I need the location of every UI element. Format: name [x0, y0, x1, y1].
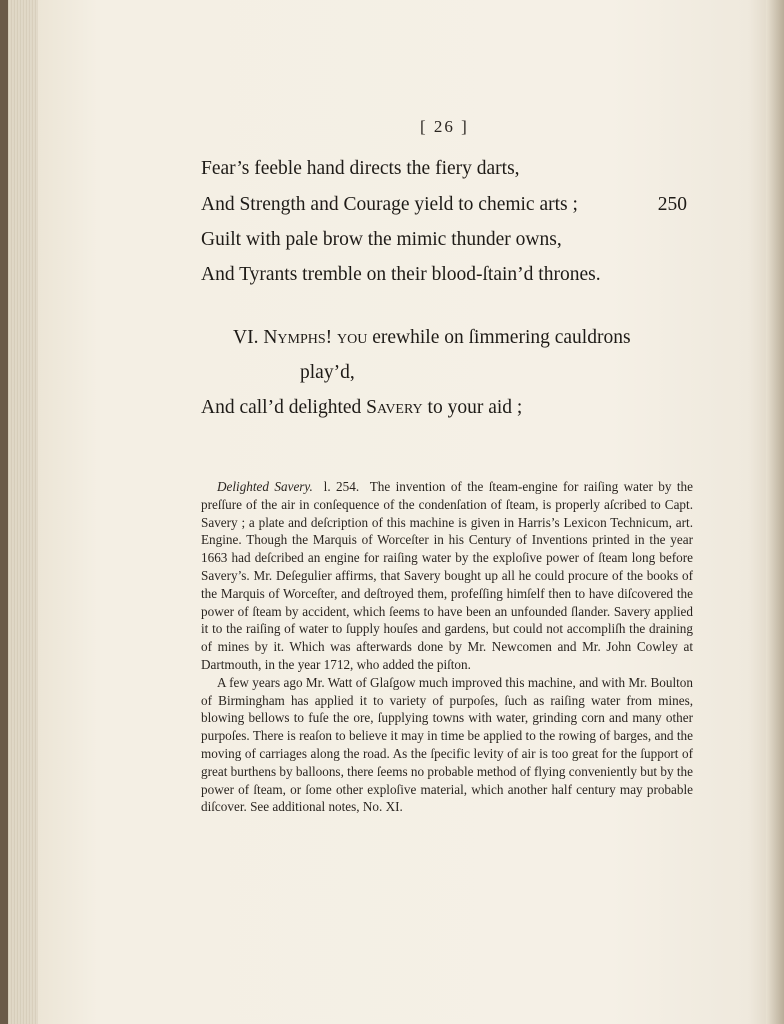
verse-text: And Strength and Courage yield to chemic arts ;: [201, 194, 578, 215]
stanza-line-2: [300, 362, 784, 384]
nymphs-word: Nymphs!: [263, 327, 333, 348]
note-ref: l. 254.: [323, 479, 360, 494]
note-paragraph-1: [201, 478, 693, 674]
verse-text: Fear’s feeble hand directs the fiery darts,: [201, 158, 520, 179]
stanza-line-3-start: And call’d delighted: [201, 397, 362, 418]
verse-text: And Tyrants tremble on their blood-ſtain’d thrones.: [201, 264, 601, 285]
line-number: 250: [657, 194, 687, 215]
stanza-line-3: [201, 397, 691, 419]
note-text-1: The invention of the ſteam-engine for raiſing water by the preſſure of the air in conſequence of the condenſation of ſteam, is properly aſcribed to Capt. Savery ; a plate and deſcription of this machine is given in Harris’s Lexicon Technicum, art. Engine. Though the Marquis of Worceſter in his Century of Inventions printed in the year 1663 had deſcribed an engine for raiſing water by the exploſive power of ſteam long before Savery’s. Mr. Deſegulier affirms, that Savery bought up all he could procure of the books of the Marquis of Worceſter, and deſtroyed them, profeſſing himſelf then to have diſcovered the power of ſteam by accident, which ſeems to have been an unfounded ſlander. Savery applied it to the raiſing of water to ſupply houſes and gardens, but could not accompliſh the draining of mines by it. Which was afterwards done by Mr. Newcomen and Mr. John Cowley at Dartmouth, in the year 1712, who added the piſton.: [201, 479, 693, 672]
verse-line-3: [201, 229, 691, 251]
page-number: [ 26 ]: [420, 117, 469, 136]
note-text-2: A few years ago Mr. Watt of Glaſgow much improved this machine, and with Mr. Boulton of Birmingham has applied it to variety of purpoſes, ſuch as raiſing water from mines, blowing bellows to fuſe the ore, ſupplying towns with water, grinding corn and many other purpoſes. There is reaſon to believe it may in time be applied to the rowing of barges, and the moving of carriages along the road. As the ſpecific levity of air is too great for the ſupport of great burthens by balloons, there ſeems no probable method of flying conveniently but by the power of ſteam, or ſome other exploſive material, which another half century may probable diſcover. See additional notes, No. XI.: [201, 674, 693, 815]
stanza-line-1-end: erewhile on ſimmering cauldrons: [372, 327, 631, 348]
stanza-numeral: VI.: [233, 327, 259, 348]
stanza-line-1: [233, 327, 693, 349]
footnotes: [201, 478, 693, 816]
stanza-line-3-end: to your aid ;: [427, 397, 523, 418]
page-edges-left: [8, 0, 38, 1024]
note-lead: Delighted Savery.: [217, 479, 313, 494]
savery-name: Savery: [366, 397, 423, 418]
page-edge-right: [766, 0, 784, 1024]
verse-line-2: [201, 194, 691, 216]
verse-line-4: [201, 264, 691, 286]
verse-line-1: [201, 158, 691, 180]
you-word: you: [337, 327, 368, 348]
verse-text: Guilt with pale brow the mimic thunder owns,: [201, 229, 562, 250]
note-paragraph-2: [201, 674, 693, 816]
stanza-line-2-text: play’d,: [300, 362, 355, 383]
